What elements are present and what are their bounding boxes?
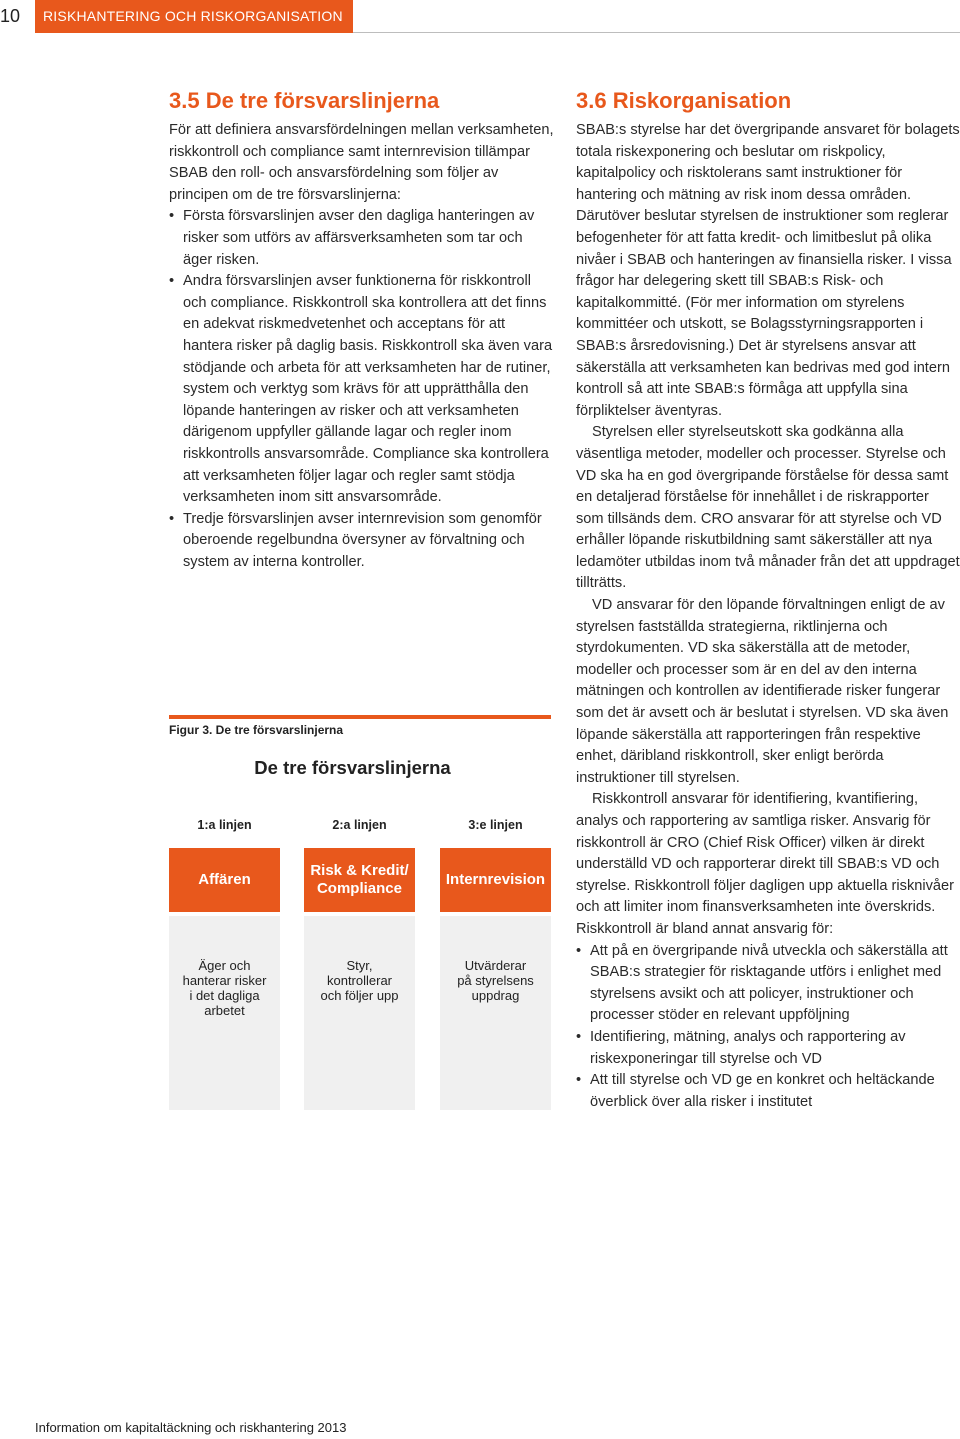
figure-caption: Figur 3. De tre försvarslinjerna xyxy=(169,723,344,737)
section-title-3-5: 3.5 De tre försvarslinjerna xyxy=(169,88,440,113)
page-number: 10 xyxy=(0,6,21,26)
paragraph: SBAB:s styrelse har det övergripande ansvaret för bolagets totala riskexponering och beslutar om riskpolicy, kapitalpolicy och risktolerans samt instruktioner för hantering och mätning av risk inom dessa områden. Därutöver beslutar styrelsen de instruktioner som reglerar befogenheter för att fatta kredit- och limitbeslut på olika nivåer i SBAB och hanteringen av finansiella risker. I vissa frågor har delegering skett till SBAB:s Risk- och kapitalkommitté. (För mer information om styrelens kommittéer och utskott, se Bolagsstyrningsrapporten i SBAB:s årsredovisning.) Det är styrelsens ansvar att säkerställa att verksamheten kan bedrivas med god intern kontroll så att inte SBAB:s förmåga att uppfylla sina förpliktelser äventyras. xyxy=(576,122,960,419)
section-header: RISKHANTERING OCH RISKORGANISATION xyxy=(35,0,353,33)
list-item: • Att på en övergripande nivå utveckla och säkerställa att SBAB:s strategier för risktagande utförs i enlighet med styrelsens avsikt och att policyer, instruktioner och processer stöder en relevant uppföljning xyxy=(576,941,960,1027)
footer-text: Information om kapitaltäckning och riskhantering 2013 xyxy=(35,1420,347,1435)
list-item: • Identifiering, mätning, analys och rapportering av riskexponeringar till styrelse och VD xyxy=(576,1027,960,1070)
line-label-2: 2:a linjen xyxy=(332,818,387,832)
list-item: • Att till styrelse och VD ge en konkret och heltäckande överblick över alla risker i institutet xyxy=(576,1070,960,1113)
figure-divider xyxy=(169,715,551,719)
header-divider xyxy=(353,32,960,33)
paragraph: Riskkontroll ansvarar för identifiering, kvantifiering, analys och rapportering av samtliga risker. Ansvarig för riskkontroll är CRO (Chief Risk Officer) vilken är direkt underställd VD och rapporterar direkt till SBAB:s VD och styrelse. Riskkontroll följer dagligen upp aktuella risknivåer och att limiter inom finansverksamheten inte överskrids. Riskkontroll är bland annat ansvarig för: xyxy=(576,791,954,937)
intro-paragraph: För att definiera ansvarsfördelningen mellan verksamheten, riskkontroll och compliance samt internrevision tillämpar SBAB den roll- och ansvarsfördelning som följer av principen om de tre försvarslinjerna: xyxy=(169,122,554,203)
role-box-risk-kredit: Risk & Kredit/ Compliance xyxy=(304,848,415,912)
role-box-internrevision: Internrevision xyxy=(440,848,551,912)
defense-lines-list xyxy=(169,206,554,573)
left-column xyxy=(169,86,554,573)
paragraph: Styrelsen eller styrelseutskott ska godkänna alla väsentliga metoder, modeller och processer. Styrelse och VD ska ha en god övergripande förståelse för dessa samt en detaljerad förståelse för innehållet i de riskrapporter som tillsänds dem. CRO ansvarar för att styrelse och VD erhåller löpande riskutbildning samt säkerställer att nya ledamöter utbildas inom två månader från det att uppdraget tillträtts. xyxy=(576,424,960,592)
riskkontroll-responsibilities-list xyxy=(576,941,960,1114)
list-item: • Tredje försvarslinjen avser internrevision som genomför oberoende regelbundna översyner av förvaltning och system av interna kontroller. xyxy=(169,509,554,574)
line-label-3: 3:e linjen xyxy=(468,818,523,832)
description-box-1: Äger och hanterar risker i det dagliga arbetet xyxy=(169,916,280,1110)
paragraph: VD ansvarar för den löpande förvaltningen enligt de av styrelsen fastställda strategierna, riktlinjerna och styrdokumenten. VD ska säkerställa att de metoder, modeller och processer som är en del av den interna mätningen och kontrollen av identifierade risker fungerar som det är avsett och är beslutat i styrelsen. VD ska även löpande säkerställa att rapporteringen från respektive enhet, däribland riskkontroll, sker enligt berörda instruktioner till styrelsen. xyxy=(576,597,949,786)
line-label-1: 1:a linjen xyxy=(197,818,252,832)
list-item: • Andra försvarslinjen avser funktionerna för riskkontroll och compliance. Riskkontroll ska kontrollera att det finns en adekvat riskmedvetenhet och acceptans för att hantera risker på daglig basis. Riskkontroll ska även vara stödjande och arbeta för att verksamheten har de rutiner, system och verktyg som krävs för att upprätthålla den löpande hanteringen av risker och att verksamheten därigenom uppfyller gällande lagar och regler inom riskkontrolls ansvarsområde. Compliance ska kontrollera att verksamheten följer lagar och regler samt stödja verksamheten inom sitt ansvarsområde. xyxy=(169,271,554,509)
description-box-2: Styr, kontrollerar och följer upp xyxy=(304,916,415,1110)
right-column xyxy=(576,86,960,1113)
section-title-3-6: 3.6 Riskorganisation xyxy=(576,88,792,113)
figure-title: De tre försvarslinjerna xyxy=(254,757,451,778)
description-box-3: Utvärderar på styrelsens uppdrag xyxy=(440,916,551,1110)
role-box-affaren: Affären xyxy=(169,848,280,912)
list-item: • Första försvarslinjen avser den dagliga hanteringen av risker som utförs av affärsverksamheten som tar och äger risken. xyxy=(169,206,554,271)
